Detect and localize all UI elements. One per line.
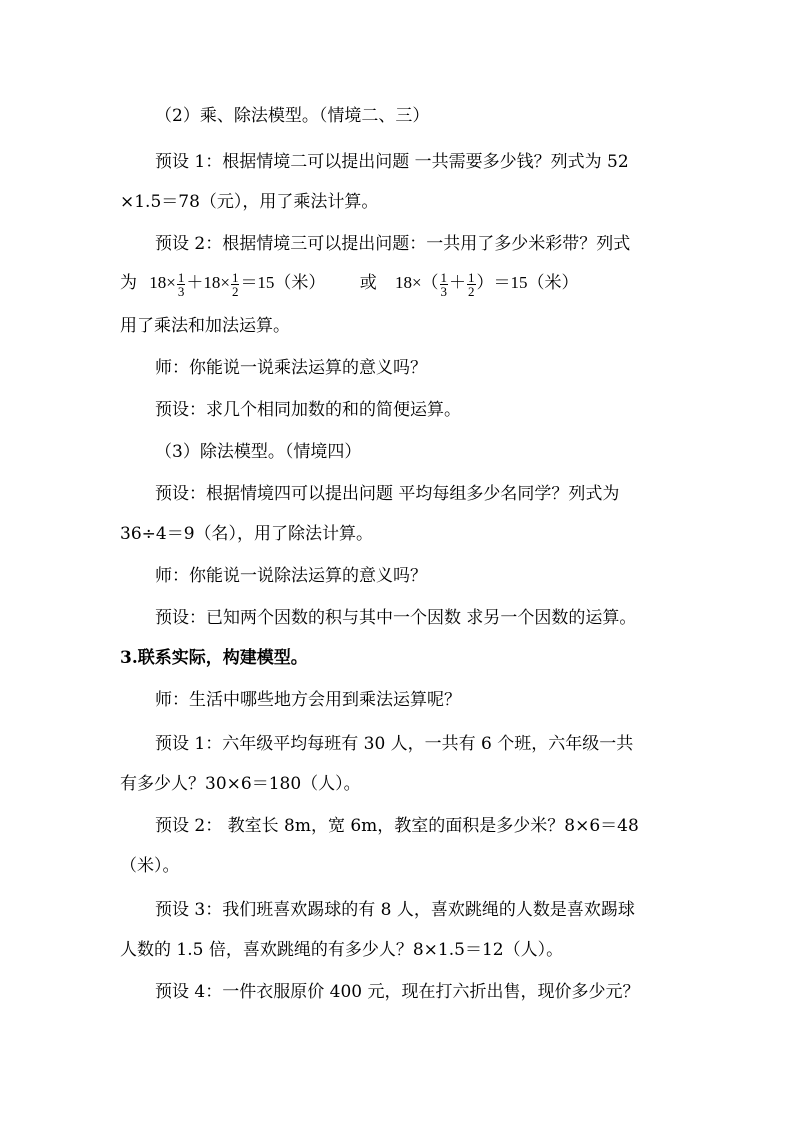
paragraph-line: 预设：求几个相同加数的和的简便运算。	[155, 400, 461, 420]
formula-term: 18×（	[394, 273, 439, 292]
paragraph-line: （米）。	[120, 856, 180, 876]
paragraph-line: 用了乘法和加法运算。	[120, 316, 290, 336]
formula-term: 18×	[149, 273, 176, 292]
fraction-denominator: 3	[177, 283, 185, 299]
formula-result: ）＝15（米）	[476, 273, 579, 292]
fraction-numerator: 1	[468, 269, 475, 285]
formula-prefix: 为	[120, 273, 137, 292]
formula-result: ＝15（米）	[240, 273, 326, 292]
paragraph-line: 预设 2： 教室长 8m，宽 6m，教室的面积是多少米？8×6＝48	[155, 816, 639, 836]
paragraph-line: 预设：已知两个因数的积与其中一个因数 求另一个因数的运算。	[155, 608, 637, 628]
fraction-numerator: 1	[177, 269, 185, 285]
fraction	[231, 271, 240, 298]
paragraph-line: 师：生活中哪些地方会用到乘法运算呢？	[155, 690, 461, 710]
formula-or: 或	[359, 273, 377, 292]
paragraph-line: 人数的 1.5 倍，喜欢跳绳的有多少人？8×1.5＝12（人）。	[120, 940, 564, 960]
section-heading-3: （3）除法模型。（情境四）	[155, 442, 362, 462]
formula-line	[120, 268, 579, 298]
paragraph-line: 36÷4＝9（名），用了除法计算。	[120, 524, 374, 544]
paragraph-line: 有多少人？30×6＝180（人）。	[120, 774, 361, 794]
paragraph-line: 预设 2：根据情境三可以提出问题：一共用了多少米彩带？列式	[155, 234, 631, 254]
formula-term: ＋18×	[186, 273, 230, 292]
paragraph-line: 师：你能说一说除法运算的意义吗？	[155, 566, 427, 586]
fraction-denominator: 2	[231, 283, 239, 299]
paragraph-line: 预设 1：六年级平均每班有 30 人，一共有 6 个班，六年级一共	[155, 734, 634, 754]
fraction-numerator: 1	[440, 269, 448, 285]
fraction	[440, 271, 449, 298]
paragraph-line: 预设 1：根据情境二可以提出问题 一共需要多少钱？列式为 52	[155, 152, 629, 172]
paragraph-line: 预设：根据情境四可以提出问题 平均每组多少名同学？列式为	[155, 484, 620, 504]
formula-term: ＋	[449, 273, 467, 292]
fraction	[467, 271, 476, 298]
fraction-denominator: 2	[468, 283, 475, 299]
section-heading-main: 3.联系实际，构建模型。	[120, 648, 308, 668]
section-heading-2: （2）乘、除法模型。（情境二、三）	[155, 106, 430, 126]
fraction-denominator: 3	[440, 283, 448, 299]
fraction	[177, 271, 186, 298]
fraction-numerator: 1	[231, 269, 239, 285]
paragraph-line: 预设 4：一件衣服原价 400 元，现在打六折出售，现价多少元？	[155, 982, 640, 1002]
paragraph-line: 预设 3：我们班喜欢踢球的有 8 人，喜欢跳绳的人数是喜欢踢球	[155, 900, 635, 920]
paragraph-line: ×1.5＝78（元），用了乘法计算。	[120, 192, 379, 212]
paragraph-line: 师：你能说一说乘法运算的意义吗？	[155, 358, 427, 378]
